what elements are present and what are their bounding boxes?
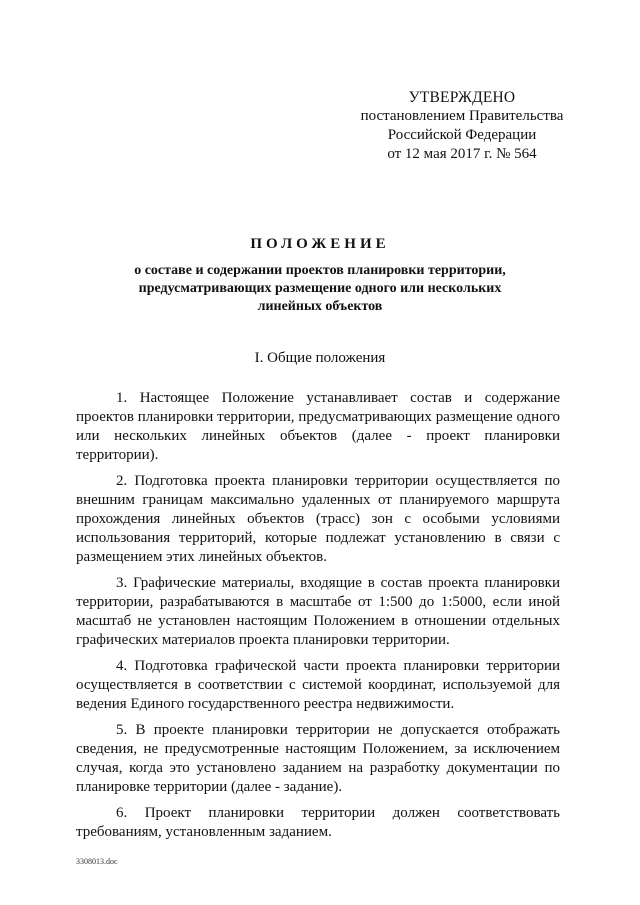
paragraph-4: 4. Подготовка графической части проекта планировки территории осуществляется в соответствии с системой координат, используемой для ведения Единого государственного реестра недвижимости. (76, 658, 560, 712)
document-subtitle (100, 262, 540, 316)
approval-line-2: Российской Федерации (387, 127, 537, 143)
document-title: ПОЛОЖЕНИЕ (250, 236, 390, 252)
document-body (76, 389, 560, 849)
approval-label: УТВЕРЖДЕНО (408, 89, 516, 106)
paragraph-6: 6. Проект планировки территории должен соответствовать требованиям, установленным заданием. (76, 805, 560, 840)
subtitle-line-3: линейных объектов (257, 299, 383, 314)
approval-line-1: постановлением Правительства (360, 108, 564, 124)
paragraph-2: 2. Подготовка проекта планировки территории осуществляется по внешним границам максимально удаленных от планируемого маршрута прохождения линейных объектов (трасс) зон с особыми условиями использования территорий, которые подлежат установлению в связи с размещением этих линейных объектов. (76, 473, 560, 565)
section-heading: I. Общие положения (254, 350, 386, 366)
subtitle-line-2: предусматривающих размещение одного или нескольких (138, 281, 502, 296)
approval-stamp (340, 88, 584, 164)
paragraph-1: 1. Настоящее Положение устанавливает состав и содержание проектов планировки территории, предусматривающих размещение одного или нескольких линейных объектов (далее - проект планировки территории). (76, 390, 560, 463)
subtitle-line-1: о составе и содержании проектов планировки территории, (134, 263, 506, 278)
paragraph-3: 3. Графические материалы, входящие в состав проекта планировки территории, разрабатываются в масштабе от 1:500 до 1:5000, если иной масштаб не установлен настоящим Положением в отношении отдельных графических материалов проекта планировки территории. (76, 575, 560, 648)
paragraph-5: 5. В проекте планировки территории не допускается отображать сведения, не предусмотренные настоящим Положением, за исключением случая, когда это установлено заданием на разработку документации по планировке территории (далее - задание). (76, 722, 560, 795)
file-name-footer: 3308013.doc (76, 857, 118, 866)
approval-line-3: от 12 мая 2017 г. № 564 (387, 146, 537, 162)
